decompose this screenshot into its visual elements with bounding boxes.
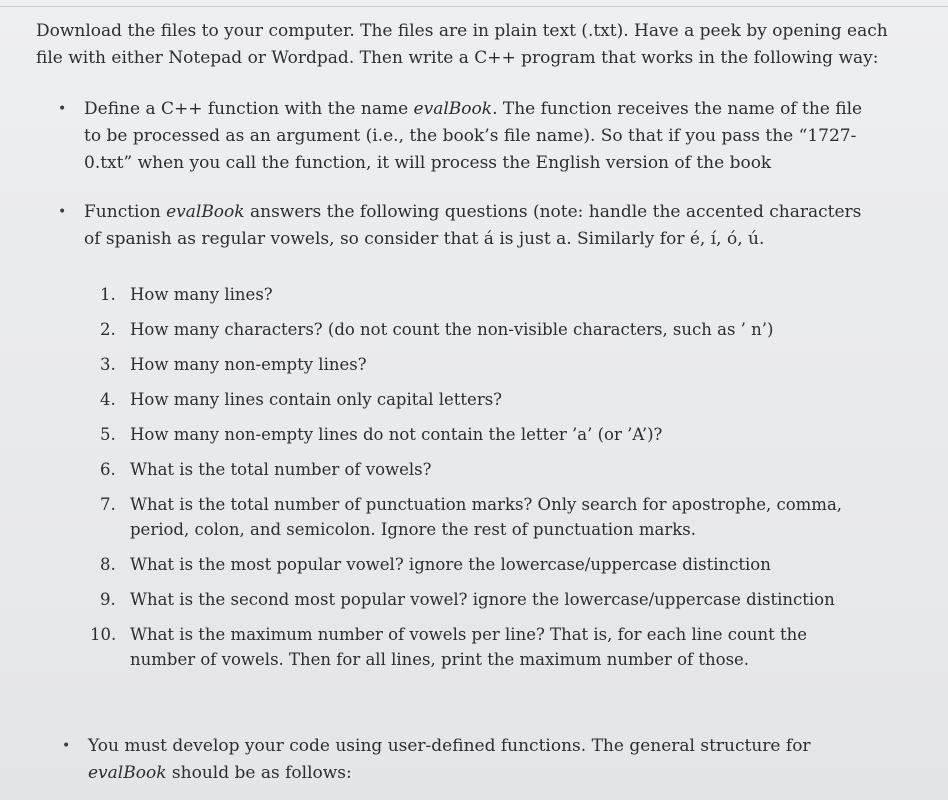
bullet-code-structure — [60, 733, 888, 787]
function-name: evalBook — [88, 763, 167, 783]
question-item — [100, 492, 860, 542]
function-name: evalBook — [166, 202, 245, 222]
question-number: 10. — [90, 625, 117, 644]
question-number: 3. — [100, 355, 116, 374]
question-number: 6. — [100, 460, 116, 479]
question-text: What is the maximum number of vowels per line? That is, for each line count the number of vowels. Then for all lines, print the maximum number of those. — [130, 625, 808, 669]
bullet-text-pre: You must develop your code using user-defined functions. The general structure for — [88, 736, 811, 756]
question-number: 7. — [100, 495, 116, 514]
question-number: 9. — [100, 590, 116, 609]
bullet-text-post: answers the following questions (note: handle the accented characters of spanish as regular vowels, so consider that á is just a. Similarly for é, í, ó, ú. — [84, 202, 862, 249]
question-item — [100, 457, 860, 482]
top-divider — [0, 0, 948, 7]
question-number: 5. — [100, 425, 116, 444]
bullet-icon: • — [58, 204, 67, 220]
question-text: How many characters? (do not count the non-visible characters, such as ’ n’) — [130, 320, 774, 339]
question-text: How many lines? — [130, 285, 273, 304]
bullet-icon: • — [62, 738, 71, 754]
requirements-list — [56, 96, 876, 253]
question-text: How many lines contain only capital letters? — [130, 390, 503, 409]
bullet-text-pre: Function — [84, 202, 167, 222]
question-text: What is the total number of punctuation marks? Only search for apostrophe, comma, period, colon, and semicolon. Ignore the rest of punctuation marks. — [130, 495, 843, 539]
function-name: evalBook — [413, 99, 493, 119]
bullet-text-pre: Define a C++ function with the name — [84, 99, 414, 119]
question-item — [100, 352, 860, 377]
question-item — [100, 552, 860, 577]
question-text: What is the total number of vowels? — [130, 460, 432, 479]
bullet-evalbook-definition — [56, 96, 876, 177]
questions-list — [90, 282, 860, 672]
intro-paragraph: Download the files to your computer. The files are in plain text (.txt). Have a peek by opening each file with either Notepad or Wordpad. Then write a C++ program that works in the following way: — [36, 21, 888, 68]
bullet-icon: • — [58, 101, 67, 117]
question-number: 4. — [100, 390, 116, 409]
question-text: How many non-empty lines? — [130, 355, 367, 374]
question-item — [100, 422, 860, 447]
question-number: 8. — [100, 555, 116, 574]
question-item — [100, 387, 860, 412]
question-text: What is the most popular vowel? ignore the lowercase/uppercase distinction — [130, 555, 771, 574]
bullet-text-post: should be as follows: — [166, 763, 352, 783]
question-text: What is the second most popular vowel? ignore the lowercase/uppercase distinction — [130, 590, 835, 609]
bullet-evalbook-questions — [56, 199, 876, 253]
question-item — [100, 282, 860, 307]
question-item — [100, 587, 860, 612]
question-text: How many non-empty lines do not contain the letter ’a’ (or ’A’)? — [130, 425, 663, 444]
question-item — [100, 317, 860, 342]
bullet-text-post: . The function receives the name of the file to be processed as an argument (i.e., the book’s file name). So that if you pass the “1727-0.txt” when you call the function, it will process the English version of the book — [84, 99, 863, 173]
question-item — [90, 622, 860, 672]
question-number: 2. — [100, 320, 116, 339]
question-number: 1. — [100, 285, 116, 304]
